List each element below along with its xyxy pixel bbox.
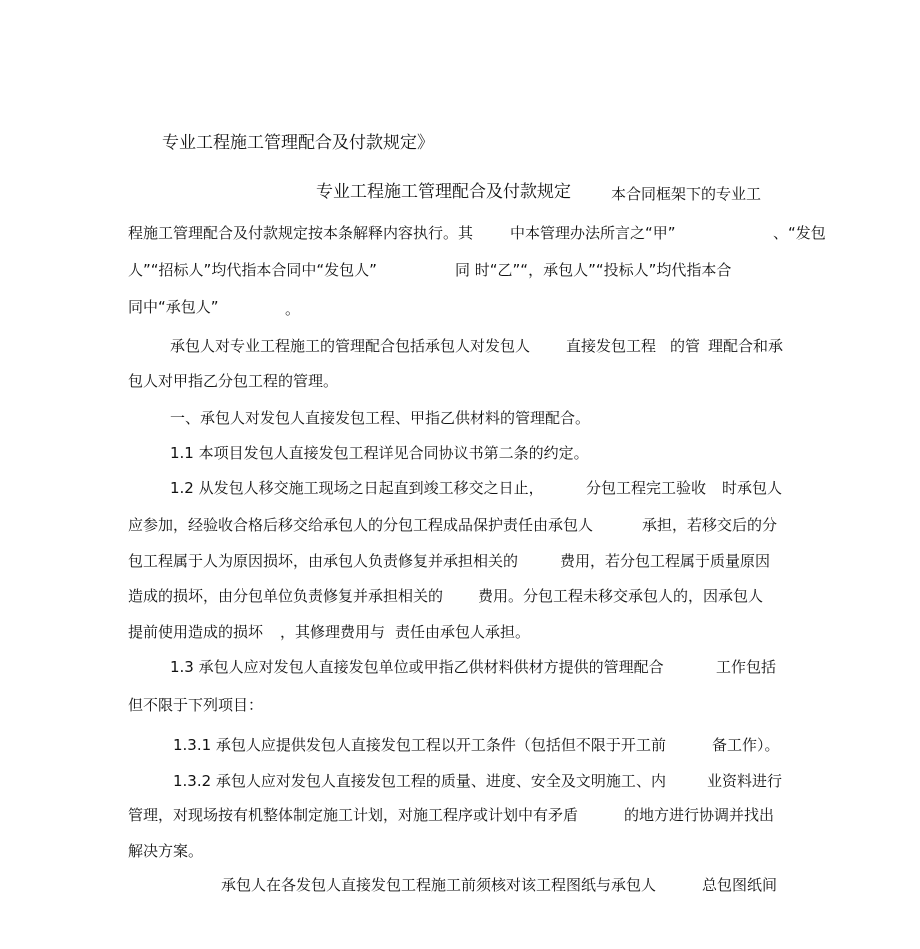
- text-segment: 总包图纸间: [702, 876, 778, 894]
- text-segment: 分包工程完工验收: [586, 479, 707, 497]
- text-segment: 工作包括: [716, 658, 777, 676]
- text-segment: 。: [285, 300, 301, 318]
- text-segment: 人”“招标人”均代指本合同中“发包人”: [128, 261, 377, 279]
- text-segment: 同中“承包人”: [128, 298, 219, 316]
- text-segment: 承包人在各发包人直接发包工程施工前须核对该工程图纸与承包人: [221, 876, 657, 894]
- text-segment: 管理，对现场按有机整体制定施工计划，对施工程序或计划中有矛盾: [128, 806, 579, 824]
- clause-1-3-2: 1.3.2 承包人应对发包人直接发包工程的质量、进度、安全及文明施工、内: [173, 772, 666, 790]
- text-segment: 的管: [670, 337, 701, 355]
- text-segment: 承包人对专业工程施工的管理配合包括承包人对发包人: [170, 337, 531, 355]
- text-segment: 费用。分包工程未移交承包人的，因承包人: [478, 587, 764, 605]
- text-segment: 解决方案。: [128, 842, 204, 860]
- text-segment: 包工程属于人为原因损坏，由承包人负责修复并承担相关的: [128, 552, 519, 570]
- text-segment: 包人对甲指乙分包工程的管理。: [128, 372, 339, 390]
- text-segment: ，其修理费用与: [280, 623, 386, 641]
- text-segment: 备工作）。: [712, 736, 780, 754]
- text-segment: 业资料进行: [707, 772, 783, 790]
- text-segment: 的地方进行协调并找出: [624, 806, 775, 824]
- clause-1-3-1: 1.3.1 承包人应提供发包人直接发包工程以开工条件（包括但不限于开工前: [173, 736, 666, 754]
- text-segment: 直接发包工程: [566, 337, 657, 355]
- clause-1-2: 1.2 从发包人移交施工现场之日起直到竣工移交之日止，: [170, 479, 544, 497]
- text-segment: 时承包人: [722, 479, 783, 497]
- text-segment: 提前使用造成的损坏: [128, 623, 264, 641]
- text-segment: 费用，若分包工程属于质量原因: [560, 552, 771, 570]
- text-segment: 程施工管理配合及付款规定按本条解释内容执行。其: [128, 224, 474, 242]
- text-segment: 承担，若移交后的分: [642, 516, 778, 534]
- clause-1-3: 1.3 承包人应对发包人直接发包单位或甲指乙供材料供材方提供的管理配合: [170, 658, 664, 676]
- document-title: 专业工程施工管理配合及付款规定》: [162, 133, 434, 153]
- text-segment: 但不限于下列项目：: [128, 696, 264, 714]
- text-segment: 应参加，经验收合格后移交给承包人的分包工程成品保护责任由承包人: [128, 516, 594, 534]
- text-segment: 造成的损坏，由分包单位负责修复并承担相关的: [128, 587, 444, 605]
- text-segment: 理配合和承: [708, 337, 784, 355]
- text-segment: 中本管理办法所言之“甲”: [510, 224, 676, 242]
- text-segment: 同 时“乙”“，承包人”“投标人”均代指本合: [455, 261, 732, 279]
- section-heading: 专业工程施工管理配合及付款规定: [316, 182, 571, 202]
- text-segment: 本合同框架下的专业工: [611, 185, 762, 203]
- heading-item: 一、承包人对发包人直接发包工程、甲指乙供材料的管理配合。: [170, 409, 591, 427]
- text-segment: 责任由承包人承担。: [395, 623, 531, 641]
- text-segment: 、“发包: [773, 224, 826, 242]
- clause-1-1: 1.1 本项目发包人直接发包工程详见合同协议书第二条的约定。: [170, 444, 589, 462]
